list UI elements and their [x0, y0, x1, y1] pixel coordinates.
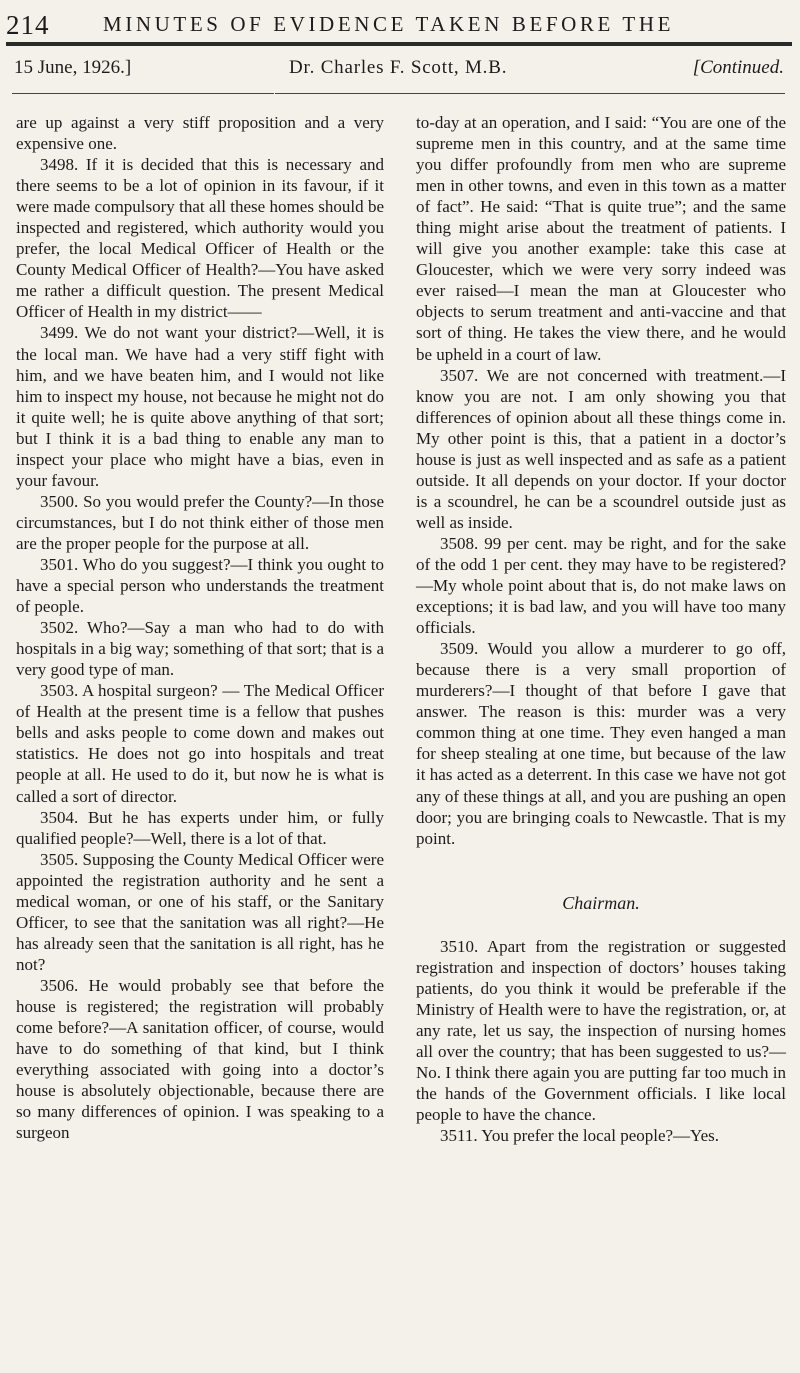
paragraph: 3499. We do not want your district?—Well, it is the local man. We have had a very stiff fight with him, and we have beaten him, and I would not like him to inspect my house, not because he might not do it quite well; he is quite above anything of that sort; but I think it is a bad thing to enable any man to inspect your place who might have a bias, even in your favour. [16, 323, 384, 490]
left-column [16, 112, 384, 1143]
paragraph: 3506. He would probably see that before the house is registered; the registration will probably come before?—A sanitation officer, of course, would have to do something of that kind, but I think everything associated with going into a doctor’s house is absolutely objectionable, because there are so many differences of opinion. I was speaking to a surgeon [16, 975, 384, 1143]
section-heading: Chairman. [562, 892, 640, 913]
paragraph: 3507. We are not concerned with treatment.—I know you are not. I am only showing you that differences of opinion about all these things come in. My other point is this, that a patient in a doctor’s house is just as well inspected and as safe as a patient outside. It all depends on your doctor. If your doctor is a scoundrel, he can be a scoundrel outside just as well as inside. [416, 365, 786, 532]
paragraph: 3498. If it is decided that this is necessary and there seems to be a lot of opinion in its favour, if it were made compulsory that all these homes should be inspected and registered, which authority would you prefer, the local Medical Officer of Health or the County Medical Officer of Health?—You have asked me rather a difficult question. The present Medical Officer of Health in my district—— [16, 155, 384, 322]
paragraph: are up against a very stiff proposition and a very expensive one. [16, 113, 384, 154]
paragraph: 3503. A hospital surgeon? — The Medical Officer of Health at the present time is a fellow that pushes bells and asks people to come down and makes out statistics. He does not go into hospitals and treat people at all. He used to do it, but now he is what is called a sort of director. [16, 681, 384, 806]
subheader-rule-left [12, 93, 274, 94]
running-title: MINUTES OF EVIDENCE TAKEN BEFORE THE [103, 12, 675, 36]
subheader-rule-right [275, 93, 785, 94]
page-header [6, 10, 792, 40]
paragraph: 3501. Who do you suggest?—I think you ought to have a special person who understands the treatment of people. [16, 554, 384, 617]
continued-label: [Continued. [692, 57, 784, 78]
paragraph: 3504. But he has experts under him, or fully qualified people?—Well, there is a lot of that. [16, 807, 384, 848]
page-number: 214 [6, 10, 50, 40]
paragraph: 3511. You prefer the local people?—Yes. [440, 1126, 720, 1146]
paragraph: 3500. So you would prefer the County?—In those circumstances, but I do not think either of those men are the proper people for the purpose at all. [16, 491, 384, 553]
paragraph: 3505. Supposing the County Medical Officer were appointed the registration authority and he sent a medical woman, or one of his staff, or the Sanitary Officer, to see that the sanitation was all right?—He has already seen that the sanitation is all right, has he not? [16, 849, 384, 974]
paragraph: 3502. Who?—Say a man who had to do with hospitals in a big way; something of that sort; that is a very good type of man. [16, 618, 384, 680]
session-date: 15 June, 1926.] [14, 57, 132, 78]
right-column [416, 112, 786, 1146]
header-rule [6, 42, 792, 46]
subheader [6, 57, 792, 81]
witness-name: Dr. Charles F. Scott, M.B. [289, 57, 508, 78]
paragraph: 3510. Apart from the registration or suggested registration and inspection of doctors’ houses taking patients, do you think it would be preferable if the Ministry of Health were to have the registration, or, at any rate, let us say, the inspection of nursing homes all over the country; that has been suggested to us?—No. I think there again you are putting far too much in the hands of the Government officials. I like local people to have the chance. [416, 936, 786, 1125]
paragraph: 3508. 99 per cent. may be right, and for the sake of the odd 1 per cent. they may have to be registered?—My whole point about that is, do not make laws on exceptions; it is bad law, and you will have too many officials. [416, 533, 786, 638]
paragraph: 3509. Would you allow a murderer to go off, because there is a very small proportion of murderers?—I thought of that before I gave that answer. The reason is this: murder was a very common thing at one time. They even hanged a man for sheep stealing at one time, but because of the law it has acted as a deterrent. In this case we have not got any of these things at all, and you are pushing an open door; you are bringing coals to Newcastle. That is my point. [416, 639, 786, 848]
paragraph: to-day at an operation, and I said: “You are one of the supreme men in this country, and at the same time you differ profoundly from men who are supreme men in other towns, and even in this town as a matter of fact”. He said: “That is quite true”; and the same thing might arise about the treatment of patients. I will give you another example: take this case at Gloucester, which we were very sorry indeed was ever raised—I mean the man at Gloucester who objects to serum treatment and anti-vaccine and that sort of thing. He takes the view there, and he would be upheld in a court of law. [416, 113, 786, 364]
